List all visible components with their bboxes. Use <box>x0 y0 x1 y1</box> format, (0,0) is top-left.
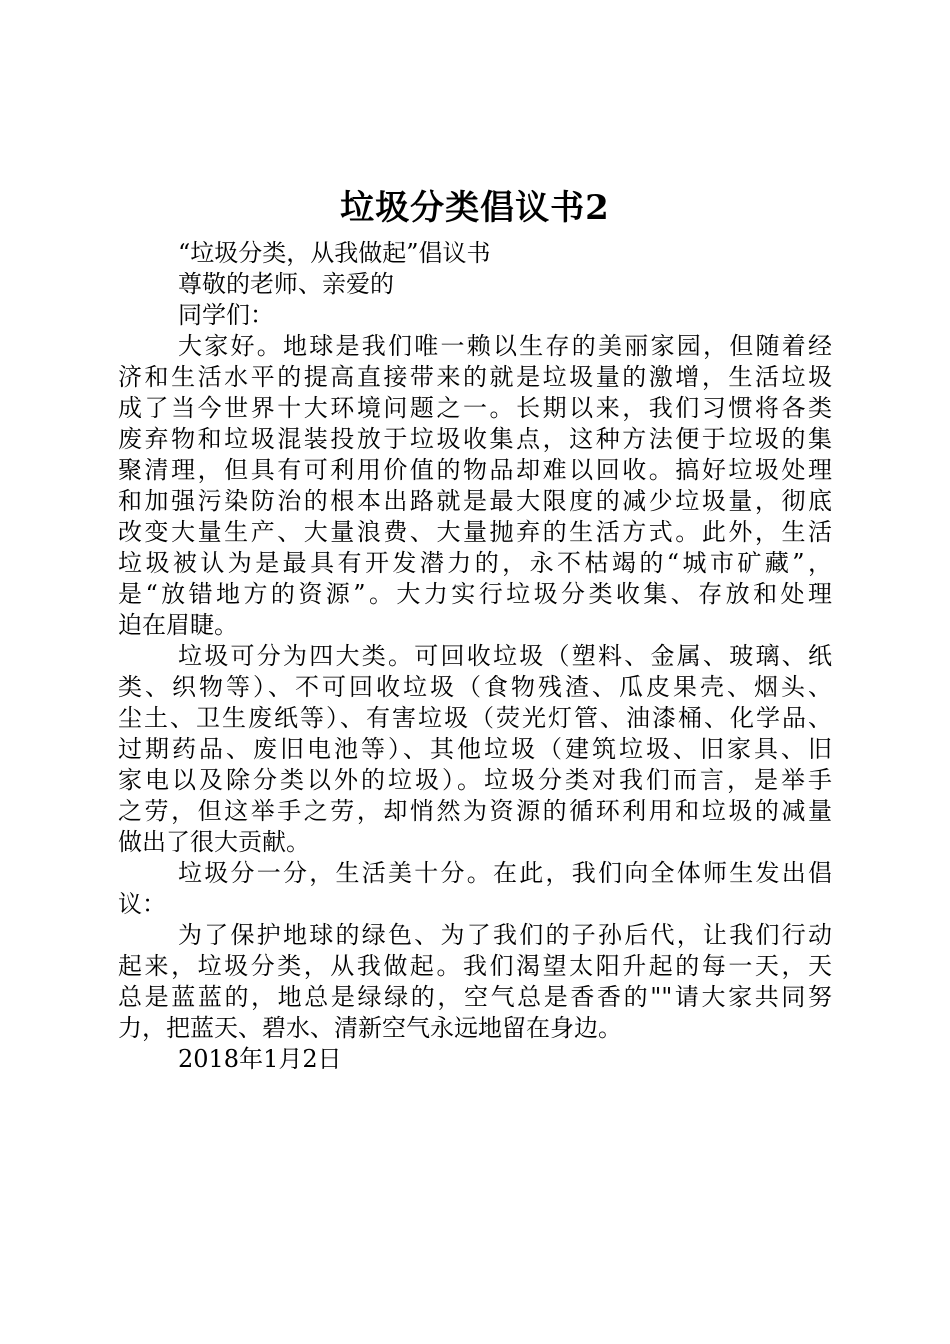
body-line: 类、织物等）、不可回收垃圾（食物残渣、瓜皮果壳、烟头、 <box>118 673 832 701</box>
body-line: 改变大量生产、大量浪费、大量抛弃的生活方式。此外，生活 <box>118 518 832 546</box>
body-line: 尘土、卫生废纸等）、有害垃圾（荧光灯管、油漆桶、化学品、 <box>118 704 832 732</box>
document-body <box>118 238 832 1075</box>
body-line: 总是蓝蓝的，地总是绿绿的，空气总是香香的""请大家共同努 <box>118 983 832 1011</box>
body-line: 议： <box>118 890 166 918</box>
body-line: 起来，垃圾分类，从我做起。我们渴望太阳升起的每一天，天 <box>118 952 832 980</box>
document-title: 垃圾分类倡议书2 <box>340 188 610 228</box>
body-line: 济和生活水平的提高直接带来的就是垃圾量的激增，生活垃圾 <box>118 363 832 391</box>
body-line: 垃圾被认为是最具有开发潜力的，永不枯竭的“城市矿藏”， <box>118 549 832 577</box>
body-line: 力，把蓝天、碧水、清新空气永远地留在身边。 <box>118 1014 622 1042</box>
body-line: 为了保护地球的绿色、为了我们的子孙后代，让我们行动 <box>178 921 832 949</box>
body-line: “垃圾分类，从我做起”倡议书 <box>178 239 491 267</box>
body-line: 垃圾可分为四大类。可回收垃圾（塑料、金属、玻璃、纸 <box>178 642 832 670</box>
body-line: 是“放错地方的资源”。大力实行垃圾分类收集、存放和处理 <box>118 580 832 608</box>
body-line: 垃圾分一分，生活美十分。在此，我们向全体师生发出倡 <box>178 859 832 887</box>
body-line: 尊敬的老师、亲爱的 <box>178 270 394 298</box>
body-line: 大家好。地球是我们唯一赖以生存的美丽家园，但随着经 <box>178 332 832 360</box>
body-line: 过期药品、废旧电池等）、其他垃圾（建筑垃圾、旧家具、旧 <box>118 735 832 763</box>
body-line: 和加强污染防治的根本出路就是最大限度的减少垃圾量，彻底 <box>118 487 832 515</box>
body-line: 做出了很大贡献。 <box>118 828 310 856</box>
body-line: 成了当今世界十大环境问题之一。长期以来，我们习惯将各类 <box>118 394 832 422</box>
body-line: 同学们： <box>178 301 274 329</box>
body-line: 2018年1月2日 <box>178 1045 342 1073</box>
body-line: 之劳，但这举手之劳，却悄然为资源的循环利用和垃圾的减量 <box>118 797 832 825</box>
body-line: 家电以及除分类以外的垃圾）。垃圾分类对我们而言，是举手 <box>118 766 832 794</box>
body-line: 迫在眉睫。 <box>118 611 238 639</box>
body-line: 聚清理，但具有可利用价值的物品却难以回收。搞好垃圾处理 <box>118 456 832 484</box>
body-line: 废弃物和垃圾混装投放于垃圾收集点，这种方法便于垃圾的集 <box>118 425 832 453</box>
